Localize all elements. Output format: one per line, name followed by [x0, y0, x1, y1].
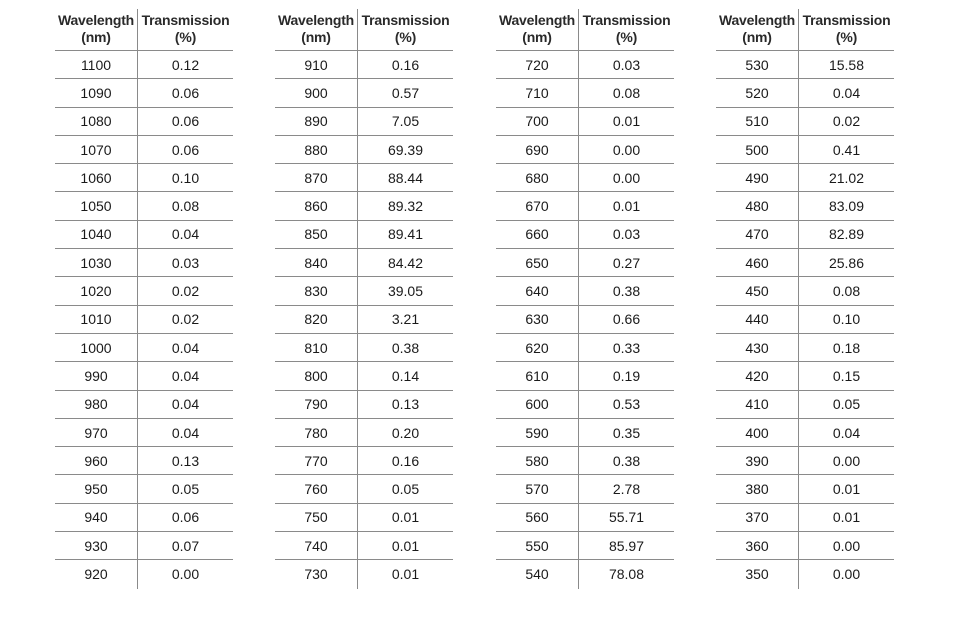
- table-row: [716, 249, 894, 277]
- transmission-cell: 0.38: [612, 283, 641, 300]
- table-row: [496, 277, 674, 305]
- transmission-cell: 0.00: [612, 141, 641, 158]
- table-header: [55, 9, 233, 51]
- wavelength-cell: 420: [716, 362, 799, 389]
- wavelength-cell: 570: [496, 475, 579, 502]
- wavelength-header-label: Wavelength: [277, 12, 355, 28]
- wavelength-cell: 580: [496, 447, 579, 474]
- transmission-cell: 7.05: [391, 113, 420, 130]
- transmission-header-unit: (%): [394, 29, 417, 45]
- table-row: [275, 79, 453, 107]
- transmission-cell: 0.01: [391, 537, 420, 554]
- wavelength-cell: 350: [716, 560, 799, 588]
- table-row: [496, 334, 674, 362]
- table-row: [496, 475, 674, 503]
- transmission-cell: 15.58: [828, 56, 865, 73]
- wavelength-header-unit: (nm): [522, 29, 552, 45]
- transmission-cell: 0.53: [612, 396, 641, 413]
- wavelength-cell: 890: [275, 108, 358, 135]
- wavelength-cell: 430: [716, 334, 799, 361]
- wavelength-cell: 980: [55, 391, 138, 418]
- wavelength-cell: 1040: [55, 221, 138, 248]
- wavelength-cell: 940: [55, 504, 138, 531]
- wavelength-header-unit: (nm): [81, 29, 111, 45]
- transmission-cell: 0.01: [612, 198, 641, 215]
- table-row: [275, 136, 453, 164]
- wavelength-cell: 860: [275, 192, 358, 219]
- table-row: [275, 51, 453, 79]
- table-row: [496, 221, 674, 249]
- table-row: [496, 362, 674, 390]
- transmission-cell: 3.21: [391, 311, 420, 328]
- table-row: [275, 164, 453, 192]
- wavelength-cell: 750: [275, 504, 358, 531]
- transmission-cell: 0.05: [832, 396, 861, 413]
- transmission-cell: 0.15: [832, 367, 861, 384]
- table-row: [716, 192, 894, 220]
- wavelength-cell: 900: [275, 79, 358, 106]
- transmission-cell: 0.38: [612, 452, 641, 469]
- transmission-header: [579, 9, 674, 50]
- wavelength-cell: 600: [496, 391, 579, 418]
- wavelength-header: [275, 9, 358, 50]
- transmission-cell: 89.32: [387, 198, 424, 215]
- table-row: [496, 192, 674, 220]
- transmission-header-unit: (%): [615, 29, 638, 45]
- wavelength-cell: 920: [55, 560, 138, 588]
- transmission-cell: 84.42: [387, 254, 424, 271]
- table-row: [55, 532, 233, 560]
- transmission-cell: 0.00: [832, 566, 861, 583]
- transmission-cell: 0.02: [171, 283, 200, 300]
- table-row: [716, 306, 894, 334]
- wavelength-cell: 1060: [55, 164, 138, 191]
- wavelength-cell: 590: [496, 419, 579, 446]
- transmission-cell: 0.18: [832, 339, 861, 356]
- table-row: [716, 532, 894, 560]
- wavelength-cell: 540: [496, 560, 579, 588]
- transmission-header-label: Transmission: [582, 12, 671, 28]
- transmission-cell: 0.27: [612, 254, 641, 271]
- wavelength-cell: 510: [716, 108, 799, 135]
- transmission-cell: 0.10: [171, 169, 200, 186]
- wavelength-cell: 700: [496, 108, 579, 135]
- table-row: [55, 419, 233, 447]
- wavelength-cell: 1080: [55, 108, 138, 135]
- table-row: [55, 334, 233, 362]
- wavelength-cell: 560: [496, 504, 579, 531]
- wavelength-cell: 480: [716, 192, 799, 219]
- transmission-header-label: Transmission: [361, 12, 450, 28]
- transmission-header: [358, 9, 453, 50]
- transmission-cell: 0.00: [832, 452, 861, 469]
- table-row: [275, 249, 453, 277]
- wavelength-cell: 990: [55, 362, 138, 389]
- transmission-cell: 69.39: [387, 141, 424, 158]
- wavelength-cell: 880: [275, 136, 358, 163]
- transmission-table-4: [716, 9, 894, 589]
- wavelength-cell: 780: [275, 419, 358, 446]
- table-row: [716, 221, 894, 249]
- table-row: [716, 136, 894, 164]
- transmission-cell: 0.00: [612, 169, 641, 186]
- table-row: [275, 334, 453, 362]
- table-row: [275, 532, 453, 560]
- transmission-cell: 0.00: [171, 566, 200, 583]
- wavelength-header: [716, 9, 799, 50]
- wavelength-cell: 730: [275, 560, 358, 588]
- transmission-cell: 0.06: [171, 509, 200, 526]
- wavelength-cell: 650: [496, 249, 579, 276]
- table-row: [496, 532, 674, 560]
- transmission-cell: 0.06: [171, 141, 200, 158]
- table-row: [55, 560, 233, 588]
- wavelength-cell: 500: [716, 136, 799, 163]
- table-row: [716, 277, 894, 305]
- wavelength-cell: 870: [275, 164, 358, 191]
- table-row: [275, 504, 453, 532]
- table-row: [55, 391, 233, 419]
- transmission-cell: 25.86: [828, 254, 865, 271]
- wavelength-cell: 950: [55, 475, 138, 502]
- wavelength-cell: 800: [275, 362, 358, 389]
- transmission-cell: 0.16: [391, 452, 420, 469]
- transmission-cell: 0.06: [171, 113, 200, 130]
- transmission-cell: 0.19: [612, 367, 641, 384]
- table-row: [496, 164, 674, 192]
- transmission-cell: 0.02: [832, 113, 861, 130]
- transmission-table-1: [55, 9, 233, 589]
- transmission-cell: 21.02: [828, 169, 865, 186]
- wavelength-cell: 970: [55, 419, 138, 446]
- wavelength-cell: 930: [55, 532, 138, 559]
- transmission-cell: 83.09: [828, 198, 865, 215]
- table-row: [55, 277, 233, 305]
- table-row: [55, 136, 233, 164]
- wavelength-cell: 530: [716, 51, 799, 78]
- table-row: [275, 447, 453, 475]
- table-row: [55, 475, 233, 503]
- wavelength-cell: 1000: [55, 334, 138, 361]
- wavelength-cell: 470: [716, 221, 799, 248]
- wavelength-cell: 620: [496, 334, 579, 361]
- table-row: [496, 108, 674, 136]
- transmission-cell: 0.57: [391, 84, 420, 101]
- table-row: [716, 560, 894, 588]
- transmission-header: [799, 9, 894, 50]
- table-row: [275, 475, 453, 503]
- transmission-cell: 0.03: [171, 254, 200, 271]
- transmission-cell: 85.97: [608, 537, 645, 554]
- wavelength-cell: 1030: [55, 249, 138, 276]
- wavelength-cell: 370: [716, 504, 799, 531]
- table-row: [55, 306, 233, 334]
- transmission-cell: 0.00: [832, 537, 861, 554]
- wavelength-cell: 680: [496, 164, 579, 191]
- wavelength-cell: 850: [275, 221, 358, 248]
- transmission-cell: 0.04: [171, 339, 200, 356]
- table-row: [275, 419, 453, 447]
- table-row: [275, 192, 453, 220]
- wavelength-cell: 610: [496, 362, 579, 389]
- table-row: [716, 51, 894, 79]
- transmission-cell: 0.01: [391, 509, 420, 526]
- table-row: [496, 560, 674, 588]
- wavelength-cell: 720: [496, 51, 579, 78]
- wavelength-header-label: Wavelength: [498, 12, 576, 28]
- wavelength-cell: 380: [716, 475, 799, 502]
- wavelength-cell: 830: [275, 277, 358, 304]
- table-row: [55, 192, 233, 220]
- transmission-cell: 89.41: [387, 226, 424, 243]
- wavelength-cell: 410: [716, 391, 799, 418]
- transmission-cell: 0.04: [832, 84, 861, 101]
- table-header: [275, 9, 453, 51]
- transmission-cell: 0.14: [391, 367, 420, 384]
- wavelength-cell: 1020: [55, 277, 138, 304]
- transmission-cell: 0.04: [171, 367, 200, 384]
- table-row: [55, 249, 233, 277]
- table-row: [496, 136, 674, 164]
- table-row: [716, 108, 894, 136]
- transmission-cell: 0.04: [171, 226, 200, 243]
- table-header: [716, 9, 894, 51]
- transmission-cell: 0.66: [612, 311, 641, 328]
- table-row: [55, 504, 233, 532]
- table-row: [55, 362, 233, 390]
- wavelength-cell: 490: [716, 164, 799, 191]
- transmission-cell: 82.89: [828, 226, 865, 243]
- table-row: [275, 306, 453, 334]
- transmission-cell: 0.05: [391, 481, 420, 498]
- wavelength-cell: 440: [716, 306, 799, 333]
- wavelength-cell: 450: [716, 277, 799, 304]
- wavelength-cell: 360: [716, 532, 799, 559]
- wavelength-cell: 660: [496, 221, 579, 248]
- table-row: [55, 51, 233, 79]
- transmission-header-unit: (%): [174, 29, 197, 45]
- transmission-cell: 0.01: [391, 566, 420, 583]
- wavelength-cell: 760: [275, 475, 358, 502]
- wavelength-header: [496, 9, 579, 50]
- transmission-cell: 0.06: [171, 84, 200, 101]
- wavelength-header-label: Wavelength: [718, 12, 796, 28]
- table-row: [496, 419, 674, 447]
- table-row: [496, 51, 674, 79]
- table-row: [716, 334, 894, 362]
- wavelength-cell: 960: [55, 447, 138, 474]
- transmission-cell: 0.04: [171, 424, 200, 441]
- wavelength-cell: 690: [496, 136, 579, 163]
- wavelength-cell: 820: [275, 306, 358, 333]
- wavelength-cell: 670: [496, 192, 579, 219]
- wavelength-cell: 390: [716, 447, 799, 474]
- table-row: [496, 447, 674, 475]
- wavelength-cell: 520: [716, 79, 799, 106]
- transmission-cell: 0.08: [832, 283, 861, 300]
- table-row: [716, 79, 894, 107]
- transmission-cell: 0.35: [612, 424, 641, 441]
- transmission-cell: 0.01: [832, 481, 861, 498]
- transmission-cell: 0.03: [612, 226, 641, 243]
- transmission-cell: 0.33: [612, 339, 641, 356]
- transmission-cell: 0.03: [612, 56, 641, 73]
- table-row: [496, 79, 674, 107]
- transmission-table-2: [275, 9, 453, 589]
- wavelength-cell: 550: [496, 532, 579, 559]
- transmission-cell: 0.01: [832, 509, 861, 526]
- transmission-table-3: [496, 9, 674, 589]
- transmission-cell: 0.41: [832, 141, 861, 158]
- table-row: [55, 164, 233, 192]
- table-header: [496, 9, 674, 51]
- wavelength-cell: 910: [275, 51, 358, 78]
- table-row: [275, 362, 453, 390]
- table-row: [275, 108, 453, 136]
- table-row: [716, 391, 894, 419]
- wavelength-cell: 790: [275, 391, 358, 418]
- table-row: [55, 108, 233, 136]
- table-row: [55, 221, 233, 249]
- wavelength-cell: 770: [275, 447, 358, 474]
- transmission-cell: 0.08: [612, 84, 641, 101]
- table-row: [496, 504, 674, 532]
- transmission-cell: 0.20: [391, 424, 420, 441]
- transmission-header: [138, 9, 233, 50]
- wavelength-cell: 710: [496, 79, 579, 106]
- table-row: [496, 249, 674, 277]
- transmission-cell: 55.71: [608, 509, 645, 526]
- wavelength-cell: 400: [716, 419, 799, 446]
- wavelength-cell: 740: [275, 532, 358, 559]
- wavelength-cell: 1100: [55, 51, 138, 78]
- transmission-cell: 88.44: [387, 169, 424, 186]
- wavelength-header-unit: (nm): [301, 29, 331, 45]
- transmission-cell: 0.04: [171, 396, 200, 413]
- transmission-header-label: Transmission: [802, 12, 891, 28]
- table-row: [716, 504, 894, 532]
- transmission-header-unit: (%): [835, 29, 858, 45]
- transmission-cell: 0.10: [832, 311, 861, 328]
- table-row: [275, 277, 453, 305]
- wavelength-cell: 1070: [55, 136, 138, 163]
- transmission-cell: 0.04: [832, 424, 861, 441]
- wavelength-cell: 640: [496, 277, 579, 304]
- transmission-cell: 0.05: [171, 481, 200, 498]
- table-row: [716, 419, 894, 447]
- transmission-cell: 0.02: [171, 311, 200, 328]
- wavelength-header: [55, 9, 138, 50]
- transmission-cell: 0.12: [171, 56, 200, 73]
- transmission-cell: 0.01: [612, 113, 641, 130]
- table-row: [275, 391, 453, 419]
- wavelength-cell: 1050: [55, 192, 138, 219]
- wavelength-cell: 840: [275, 249, 358, 276]
- transmission-cell: 0.13: [391, 396, 420, 413]
- table-row: [496, 306, 674, 334]
- table-row: [275, 560, 453, 588]
- wavelength-cell: 460: [716, 249, 799, 276]
- transmission-header-label: Transmission: [141, 12, 230, 28]
- transmission-cell: 0.07: [171, 537, 200, 554]
- table-row: [275, 221, 453, 249]
- transmission-cell: 2.78: [612, 481, 641, 498]
- wavelength-header-label: Wavelength: [57, 12, 135, 28]
- table-row: [716, 447, 894, 475]
- table-row: [496, 391, 674, 419]
- wavelength-cell: 1090: [55, 79, 138, 106]
- table-row: [716, 164, 894, 192]
- wavelength-cell: 630: [496, 306, 579, 333]
- wavelength-header-unit: (nm): [742, 29, 772, 45]
- table-row: [716, 475, 894, 503]
- transmission-cell: 39.05: [387, 283, 424, 300]
- table-row: [716, 362, 894, 390]
- transmission-cell: 0.16: [391, 56, 420, 73]
- transmission-cell: 0.08: [171, 198, 200, 215]
- transmission-cell: 0.13: [171, 452, 200, 469]
- wavelength-cell: 810: [275, 334, 358, 361]
- table-row: [55, 447, 233, 475]
- transmission-cell: 0.38: [391, 339, 420, 356]
- wavelength-cell: 1010: [55, 306, 138, 333]
- transmission-cell: 78.08: [608, 566, 645, 583]
- table-row: [55, 79, 233, 107]
